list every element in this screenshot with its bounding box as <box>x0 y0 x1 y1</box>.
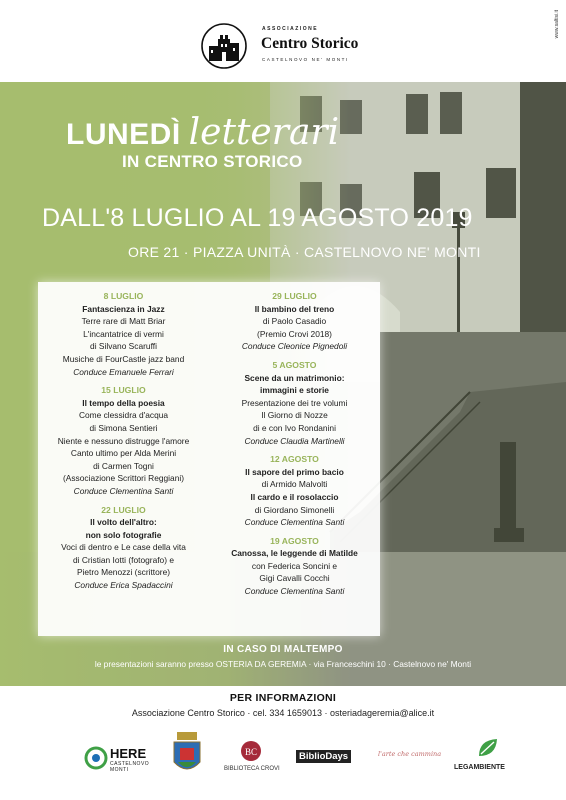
event-line: Conduce Erica Spadaccini <box>74 580 173 591</box>
bibliodays-text: BiblioDays <box>296 750 351 763</box>
event-line: Conduce Clementina Santi <box>244 586 345 597</box>
event-line: Conduce Clementina Santi <box>244 517 345 528</box>
event-line: Voci di dentro e Le case della vita <box>61 542 186 553</box>
event-line: non solo fotografie <box>85 529 162 540</box>
event-line: Il sapore del primo bacio <box>245 466 344 477</box>
event-line: con Federica Soncini e <box>251 560 338 571</box>
event-date: 15 LUGLIO <box>101 385 146 396</box>
logo-small-text: ASSOCIAZIONE <box>262 26 319 32</box>
crest-icon <box>172 732 202 778</box>
event-line: di Paolo Casadio <box>262 316 327 327</box>
event-line: (Premio Crovi 2018) <box>257 328 332 339</box>
event-line: Gigi Cavalli Cocchi <box>259 573 330 584</box>
here-text: HERE <box>110 746 147 761</box>
program-event <box>209 359 380 447</box>
title-script: letterari <box>188 112 340 153</box>
program-event <box>38 384 209 497</box>
event-line: L'incantatrice di vermi <box>83 328 164 339</box>
event-line: Canossa, le leggende di Matilde <box>231 548 358 559</box>
biblioteca-crovi-logo <box>224 740 294 780</box>
program-event <box>209 535 380 598</box>
event-line: di Armido Malvolti <box>261 479 328 490</box>
bibliodays-logo <box>296 744 360 774</box>
event-line: Come clessidra d'acqua <box>78 410 169 421</box>
event-line: Il volto dell'altro: <box>90 517 157 528</box>
event-line: di Silvano Scaruffi <box>90 341 157 352</box>
program-event <box>209 290 380 353</box>
title-dates: DALL'8 LUGLIO AL 19 AGOSTO 2019 <box>42 204 473 232</box>
event-date: 19 AGOSTO <box>270 535 319 546</box>
legambiente-text: LEGAMBIENTE <box>454 764 505 771</box>
event-line: (Associazione Scrittori Reggiani) <box>62 473 185 484</box>
event-line: di Carmen Togni <box>93 460 154 471</box>
title-line2: IN CENTRO STORICO <box>122 152 303 171</box>
event-line: di Cristian Iotti (fotografo) e <box>72 554 174 565</box>
event-line: Niente e nessuno distrugge l'amore <box>57 435 190 446</box>
logo-main-text: Centro Storico <box>261 35 359 52</box>
program-event <box>38 290 209 378</box>
event-line: Musiche di FourCastle jazz band <box>62 353 185 364</box>
program-box <box>38 282 380 636</box>
program-column-right <box>209 290 380 604</box>
event-line: Fantascienza in Jazz <box>82 303 165 314</box>
sponsors-row <box>0 730 566 800</box>
logo-sub-text: CASTELNOVO NE' MONTI <box>262 57 349 62</box>
event-line: Il cardo e il rosolaccio <box>250 491 339 502</box>
event-line: Terre rare di Matt Briar <box>81 316 166 327</box>
event-date: 29 LUGLIO <box>272 291 317 301</box>
script-logo-text: l'arte che cammina <box>378 750 442 758</box>
event-line: Il tempo della poesia <box>82 397 165 408</box>
program-event <box>38 504 209 592</box>
bc-icon <box>240 740 262 762</box>
header <box>0 0 566 82</box>
program-event <box>209 453 380 529</box>
legambiente-logo <box>454 736 524 782</box>
event-line: Il Giorno di Nozze <box>261 410 328 421</box>
event-line: Conduce Cleonice Pignedoli <box>241 341 348 352</box>
script-logo <box>378 750 448 770</box>
event-line: Presentazione dei tre volumi <box>241 397 348 408</box>
centro-storico-logo <box>200 22 370 74</box>
info-text: Associazione Centro Storico · cel. 334 1659013 · osteriadageremia@alice.it <box>131 708 435 718</box>
event-date: 12 AGOSTO <box>270 454 319 465</box>
here-leaf-icon <box>84 746 108 770</box>
event-line: Conduce Clementina Santi <box>73 485 174 496</box>
info-title: PER INFORMAZIONI <box>229 692 337 704</box>
event-line: immagini e storie <box>260 385 329 396</box>
event-line: Il bambino del treno <box>254 303 335 314</box>
here-sub-text: CASTELNOVO MONTI <box>110 761 150 773</box>
svg-text:BC: BC <box>244 747 258 757</box>
event-date: 22 LUGLIO <box>101 504 146 515</box>
hero-photo-area <box>0 82 566 686</box>
title-time-place: ORE 21 · PIAZZA UNITÀ · CASTELNOVO NE' MONTI <box>128 244 481 260</box>
event-line: Scene da un matrimonio: <box>244 372 345 383</box>
side-url: www.saltisi.it <box>554 10 560 39</box>
title-bold: LUNEDÌ <box>66 118 181 151</box>
event-date: 5 AGOSTO <box>272 359 317 370</box>
event-line: Conduce Claudia Martinelli <box>244 435 345 446</box>
event-line: di e con Ivo Rondanini <box>253 422 336 433</box>
legambiente-leaf-icon <box>476 736 500 760</box>
biblioteca-text: BIBLIOTECA CROVI <box>224 766 280 772</box>
event-line: di Giordano Simonelli <box>254 504 335 515</box>
event-date: 8 LUGLIO <box>103 291 144 301</box>
maltempo-text: le presentazioni saranno presso OSTERIA DA GEREMIA · via Franceschini 10 · Castelnovo ne' Monti <box>94 659 472 669</box>
program-column-left <box>38 290 209 598</box>
event-line: Pietro Menozzi (scrittore) <box>76 567 171 578</box>
event-line: Conduce Emanuele Ferrari <box>73 366 174 377</box>
event-line: di Simona Sentieri <box>89 422 158 433</box>
title-line1 <box>66 112 339 153</box>
comune-crest-logo <box>172 732 206 784</box>
castle-emblem-icon <box>200 22 248 70</box>
event-line: Canto ultimo per Alda Merini <box>70 448 177 459</box>
maltempo-title: IN CASO DI MALTEMPO <box>223 644 343 655</box>
